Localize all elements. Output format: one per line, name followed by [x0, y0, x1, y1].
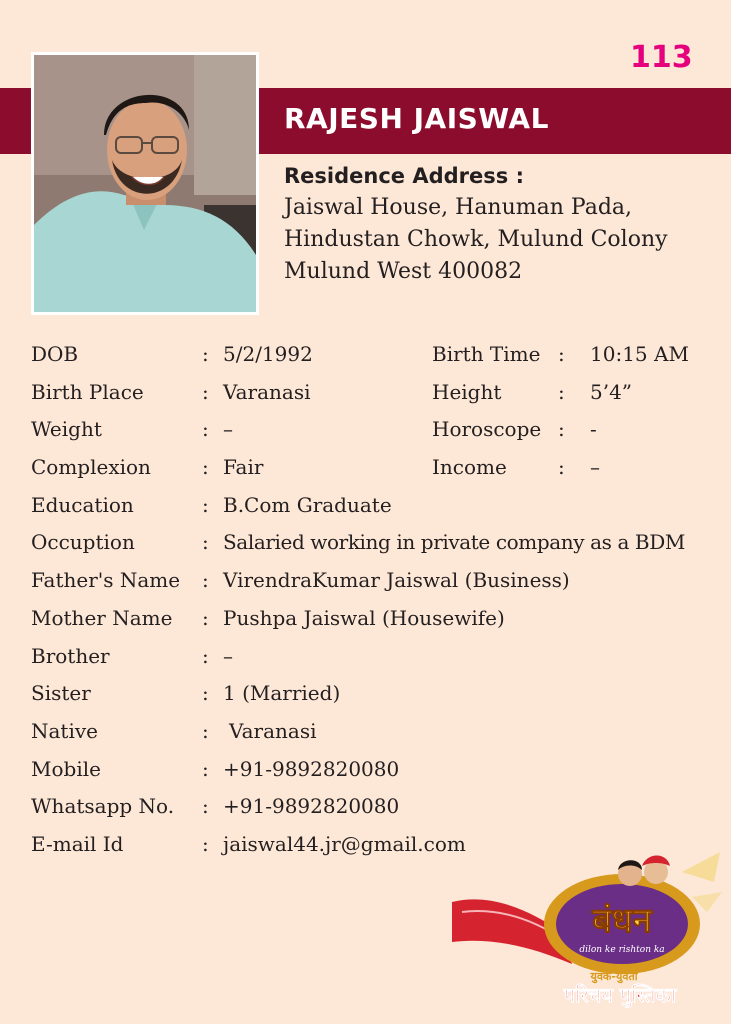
dob-label: DOB — [31, 342, 79, 366]
horoscope-value: - — [590, 417, 597, 442]
mobile-value: +91-9892820080 — [223, 756, 400, 781]
income-label: Income — [432, 455, 507, 480]
details-row-education — [31, 489, 721, 527]
occupation-label: Occuption — [31, 530, 135, 555]
whatsapp-label: Whatsapp No. — [31, 794, 175, 819]
father-label: Father's Name — [31, 568, 181, 593]
details-row-birth-place — [31, 376, 721, 414]
colon: : — [202, 794, 209, 819]
education-value: B.Com Graduate — [223, 492, 392, 517]
page-number: 113 — [630, 40, 693, 75]
residence-address — [284, 160, 724, 288]
details-row-mother — [31, 602, 721, 640]
brother-label: Brother — [31, 643, 110, 668]
colon: : — [202, 643, 209, 668]
whatsapp-value: +91-9892820080 — [223, 794, 400, 819]
colon: : — [202, 718, 209, 743]
profile-photo-illustration — [34, 55, 256, 312]
bandhan-logo-graphic — [452, 852, 722, 1012]
brother-value: – — [223, 643, 233, 668]
logo-title: बंधन — [592, 901, 652, 941]
details-row-native — [31, 715, 721, 753]
logo-subtitle-top: युवक-युवती — [590, 970, 638, 983]
email-value: jaiswal44.jr@gmail.com — [223, 831, 466, 856]
birth-time-label: Birth Time — [432, 342, 541, 366]
colon: : — [202, 417, 209, 442]
colon: : — [202, 379, 209, 404]
details-row-dob — [31, 338, 721, 376]
details-row-mobile — [31, 753, 721, 791]
logo-tagline: dilon ke rishton ka — [579, 945, 665, 955]
father-value: VirendraKumar Jaiswal (Business) — [223, 568, 570, 593]
address-line: Jaiswal House, Hanuman Pada, — [284, 195, 633, 220]
colon: : — [202, 530, 209, 555]
colon: : — [558, 342, 565, 366]
colon: : — [558, 417, 565, 442]
colon: : — [558, 455, 565, 480]
colon: : — [202, 492, 209, 517]
address-line: Mulund West 400082 — [284, 259, 523, 284]
colon: : — [202, 455, 209, 480]
email-label: E-mail Id — [31, 831, 124, 856]
sister-value: 1 (Married) — [223, 681, 341, 706]
logo-subtitle-bottom: परिचय पुस्तिका — [563, 983, 677, 1007]
height-label: Height — [432, 379, 502, 404]
birth-place-label: Birth Place — [31, 379, 144, 404]
details-row-father — [31, 564, 721, 602]
birth-place-value: Varanasi — [223, 379, 311, 404]
colon: : — [202, 681, 209, 706]
weight-label: Weight — [31, 417, 102, 442]
bandhan-logo — [452, 852, 722, 1012]
address-line: Hindustan Chowk, Mulund Colony — [284, 227, 668, 252]
details-row-sister — [31, 677, 721, 715]
colon: : — [202, 605, 209, 630]
native-label: Native — [31, 718, 98, 743]
colon: : — [202, 756, 209, 781]
profile-name: RAJESH JAISWAL — [284, 102, 549, 135]
details-row-complexion — [31, 451, 721, 489]
details-table — [31, 338, 721, 866]
birth-time-value: 10:15 AM — [590, 342, 689, 366]
weight-value: – — [223, 417, 233, 442]
sister-label: Sister — [31, 681, 91, 706]
address-heading: Residence Address : — [284, 164, 524, 188]
colon: : — [202, 342, 209, 366]
income-value: – — [590, 455, 600, 480]
profile-photo — [31, 52, 259, 315]
height-value: 5’4” — [590, 379, 633, 404]
details-row-occupation — [31, 526, 721, 564]
education-label: Education — [31, 492, 134, 517]
complexion-value: Fair — [223, 455, 264, 480]
horoscope-label: Horoscope — [432, 417, 542, 442]
native-value: Varanasi — [229, 718, 317, 743]
dob-value: 5/2/1992 — [223, 342, 313, 366]
mother-value: Pushpa Jaiswal (Housewife) — [223, 605, 505, 630]
colon: : — [558, 379, 565, 404]
details-row-whatsapp — [31, 790, 721, 828]
complexion-label: Complexion — [31, 455, 151, 480]
mobile-label: Mobile — [31, 756, 101, 781]
mother-label: Mother Name — [31, 605, 173, 630]
details-row-weight — [31, 413, 721, 451]
occupation-value: Salaried working in private company as a BDM — [223, 530, 685, 555]
details-row-brother — [31, 640, 721, 678]
colon: : — [202, 831, 209, 856]
colon: : — [202, 568, 209, 593]
